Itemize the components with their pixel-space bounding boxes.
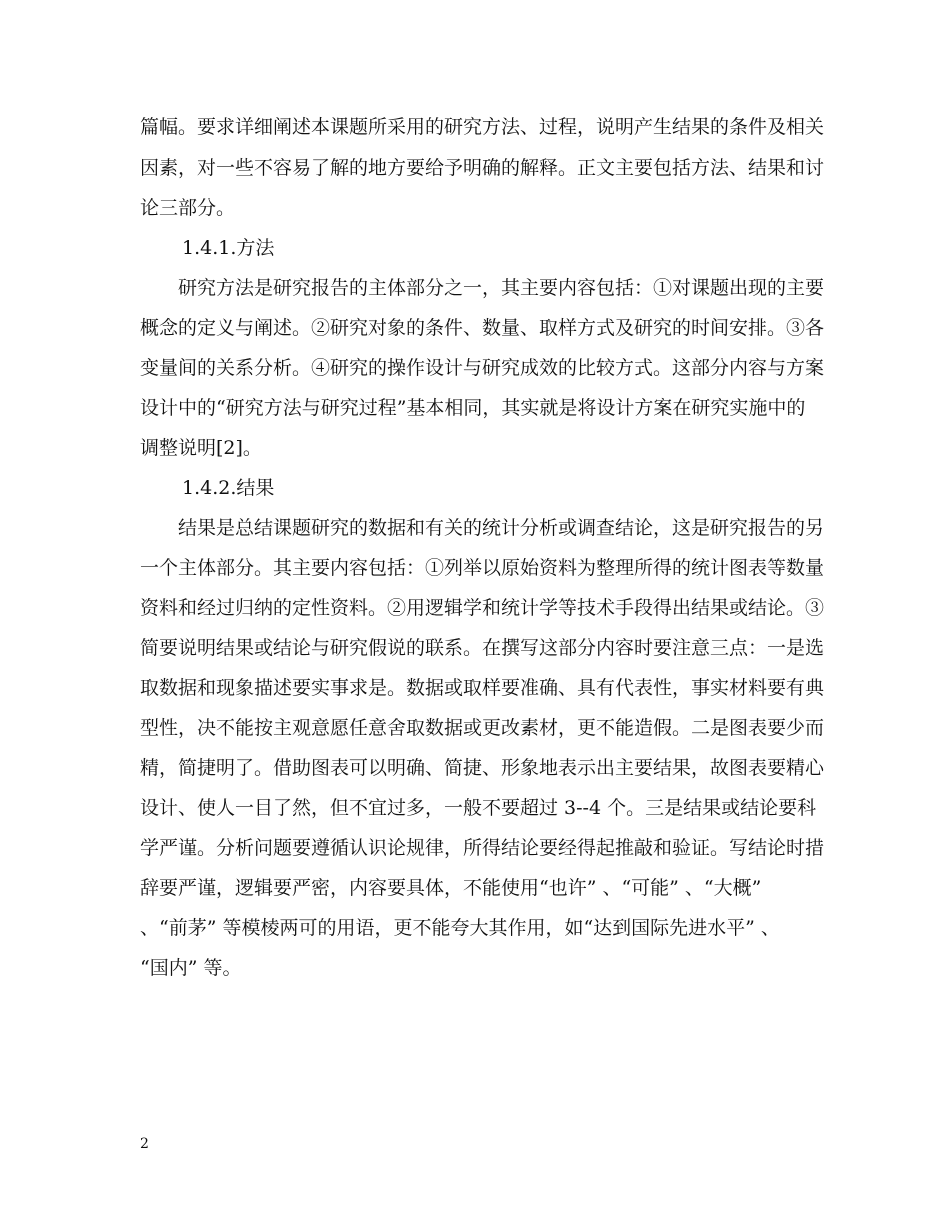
body-text-line: 因素，对一些不容易了解的地方要给予明确的解释。正文主要包括方法、结果和讨 <box>140 157 825 179</box>
body-text-line: 结果是总结课题研究的数据和有关的统计分析或调查结论，这是研究报告的另 <box>178 517 825 539</box>
page-number: 2 <box>140 1136 149 1152</box>
body-text-line: 设计、使人一目了然，但不宜过多，一般不要超过 3--4 个。三是结果或结论要科 <box>140 797 817 819</box>
body-text-line: 变量间的关系分析。④研究的操作设计与研究成效的比较方式。这部分内容与方案 <box>140 357 825 379</box>
body-text-line: 篇幅。要求详细阐述本课题所采用的研究方法、过程，说明产生结果的条件及相关 <box>140 116 825 138</box>
section-heading-method: 1.4.1.方法 <box>182 237 275 259</box>
body-text-line: 简要说明结果或结论与研究假说的联系。在撰写这部分内容时要注意三点：一是选 <box>140 637 825 659</box>
body-text-line: 设计中的“研究方法与研究过程”基本相同，其实就是将设计方案在研究实施中的 <box>140 397 806 419</box>
body-text-line: 概念的定义与阐述。②研究对象的条件、数量、取样方式及研究的时间安排。③各 <box>140 317 825 339</box>
body-text-line: 取数据和现象描述要实事求是。数据或取样要准确、具有代表性，事实材料要有典 <box>140 677 825 699</box>
body-text-line: 调整说明[2]。 <box>140 437 262 459</box>
body-text-line: 论三部分。 <box>140 197 236 219</box>
body-text-line: “国内” 等。 <box>140 957 242 979</box>
body-text-line: 资料和经过归纳的定性资料。②用逻辑学和统计学等技术手段得出结果或结论。③ <box>140 597 825 619</box>
body-text-line: 一个主体部分。其主要内容包括：①列举以原始资料为整理所得的统计图表等数量 <box>140 557 825 579</box>
body-text-line: 学严谨。分析问题要遵循认识论规律，所得结论要经得起推敲和验证。写结论时措 <box>140 837 825 859</box>
body-text-line: 、“前茅” 等模棱两可的用语，更不能夸大其作用，如“达到国际先进水平” 、 <box>140 917 780 939</box>
body-text-line: 研究方法是研究报告的主体部分之一，其主要内容包括：①对课题出现的主要 <box>178 277 825 299</box>
body-text-line: 型性，决不能按主观意愿任意舍取数据或更改素材，更不能造假。二是图表要少而 <box>140 717 825 739</box>
section-heading-results: 1.4.2.结果 <box>182 477 275 499</box>
body-text-line: 辞要严谨，逻辑要严密，内容要具体，不能使用“也许” 、“可能” 、“大概” <box>140 877 762 899</box>
body-text-line: 精，简捷明了。借助图表可以明确、简捷、形象地表示出主要结果，故图表要精心 <box>140 757 825 779</box>
